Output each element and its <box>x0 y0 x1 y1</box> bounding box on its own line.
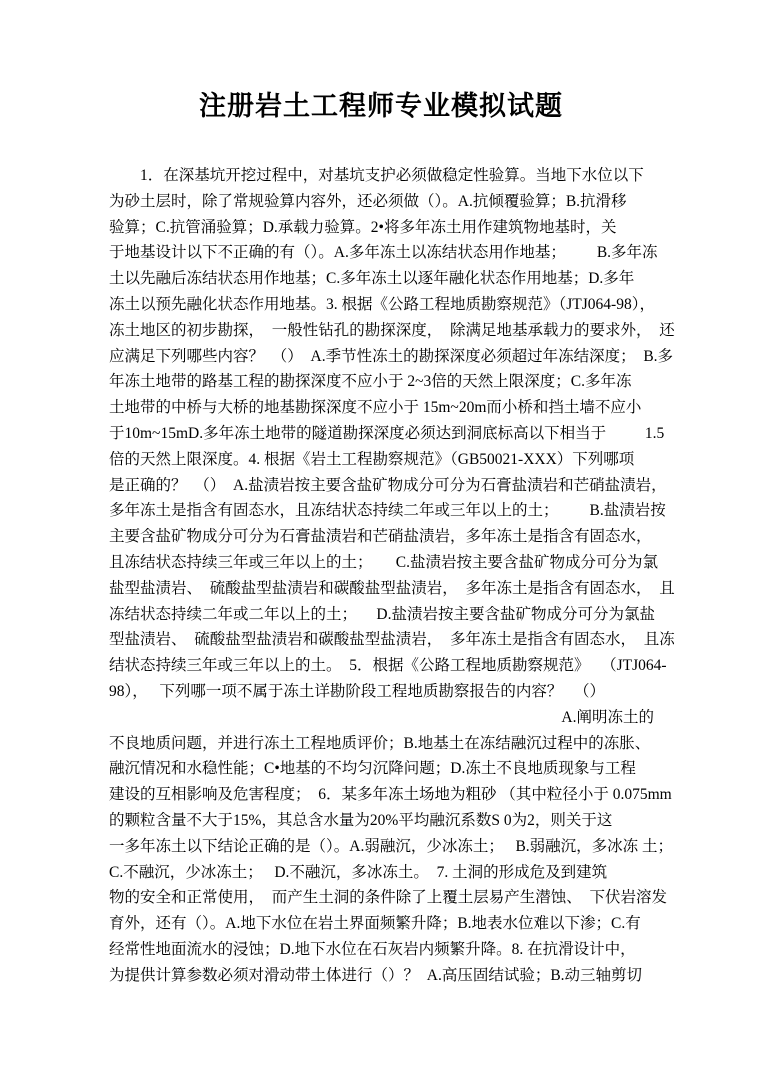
text-line: 应满足下列哪些内容？ （） A.季节性冻土的勘探深度必须超过年冻结深度； B.多 <box>109 347 674 365</box>
text-line: 98）， 下列哪一项不属于冻土详勘阶段工程地质勘察报告的内容？ （） <box>109 682 606 700</box>
text-line: 是正确的？ （） A.盐渍岩按主要含盐矿物成分可分为石膏盐渍岩和芒硝盐渍岩， <box>109 476 667 494</box>
text-line: 1．在深基坑开挖过程中，对基坑支护必须做稳定性验算。当地下水位以下 <box>109 167 644 184</box>
text-line: 验算；C.抗管涌验算；D.承载力验算。2•将多年冻土用作建筑物地基时，关 <box>109 218 617 236</box>
text-line: 于地基设计以下不正确的有（）。A.多年冻土以冻结状态用作地基； B.多年冻 <box>109 244 658 262</box>
text-line: 多年冻土是指含有固态水，且冻结状态持续二年或三年以上的土； B.盐渍岩按 <box>109 502 666 520</box>
text-line: 为提供计算参数必须对滑动带土体进行（）？ A.高压固结试验；B.动三轴剪切 <box>109 966 643 984</box>
text-line: 融沉情况和水稳性能；C•地基的不均匀沉降问题；D.冻土不良地质现象与工程 <box>109 760 636 778</box>
text-line: 冻土地区的初步勘探， 一般性钻孔的勘探深度， 除满足地基承载力的要求外， 还 <box>109 321 675 339</box>
document-body <box>109 163 675 989</box>
text-line: 不良地质问题，并进行冻土工程地质评价；B.地基土在冻结融沉过程中的冻胀、 <box>109 734 651 752</box>
text-line: 年冻土地带的路基工程的勘探深度不应小于 2~3倍的天然上限深度；C.多年冻 <box>109 373 632 391</box>
text-line: 经常性地面流水的浸蚀；D.地下水位在石灰岩内频繁升降。8. 在抗滑设计中， <box>109 940 636 958</box>
text-line: 冻土以预先融化状态作用地基。3. 根据《公路工程地质勘察规范》（JTJ064-98）， <box>109 295 655 313</box>
text-line: 且冻结状态持续三年或三年以上的土； C.盐渍岩按主要含盐矿物成分可分为氯 <box>109 553 658 571</box>
page-title: 注册岩土工程师专业模拟试题 <box>199 91 563 121</box>
text-line: 盐型盐渍岩、 硫酸盐型盐渍岩和碳酸盐型盐渍岩， 多年冻土是指含有固态水， 且 <box>109 579 675 597</box>
text-line: A.阐明冻土的 <box>561 708 654 726</box>
text-line: 结状态持续三年或三年以上的土。 5．根据《公路工程地质勘察规范》 （JTJ064- <box>109 657 667 675</box>
text-line: 主要含盐矿物成分可分为石膏盐渍岩和芒硝盐渍岩，多年冻土是指含有固态水， <box>109 528 652 546</box>
text-line: 育外，还有（）。A.地下水位在岩土界面频繁升降；B.地表水位难以下渗；C.有 <box>109 915 641 933</box>
text-line: 于10m~15mD.多年冻土地带的隧道勘探深度必须达到洞底标高以下相当于 1.5 <box>109 424 665 442</box>
text-line: 倍的天然上限深度。4. 根据《岩土工程勘察规范》（GB50021-XXX）下列哪项 <box>109 450 635 468</box>
text-line: 土以先融后冻结状态用作地基；C.多年冻土以逐年融化状态作用地基；D.多年 <box>109 270 635 288</box>
text-line: 的颗粒含量不大于15%，其总含水量为20%平均融沉系数S 0为2，则关于这 <box>109 811 613 829</box>
text-line: 为砂土层时，除了常规验算内容外，还必须做（）。A.抗倾覆验算；B.抗滑移 <box>109 192 627 210</box>
text-line: 土地带的中桥与大桥的地基勘探深度不应小于 15m~20m而小桥和挡土墙不应小 <box>109 399 642 417</box>
text-line: C.不融沉，少冰冻土； D.不融沉，多冰冻土。 7. 土洞的形成危及到建筑 <box>109 863 608 881</box>
text-line: 型盐渍岩、 硫酸盐型盐渍岩和碳酸盐型盐渍岩， 多年冻土是指含有固态水， 且冻 <box>109 631 675 649</box>
text-line: 建设的互相影响及危害程度； 6．某多年冻土场地为粗砂 （其中粒径小于 0.075mm <box>109 786 672 804</box>
text-line: 物的安全和正常使用， 而产生土洞的条件除了上覆土层易产生潜蚀、 下伏岩溶发 <box>109 889 668 907</box>
text-line: 一多年冻土以下结论正确的是（）。A.弱融沉，少冰冻土； B.弱融沉，多冰冻 土； <box>109 837 674 855</box>
text-line: 冻结状态持续二年或二年以上的土； D.盐渍岩按主要含盐矿物成分可分为氯盐 <box>109 605 655 623</box>
